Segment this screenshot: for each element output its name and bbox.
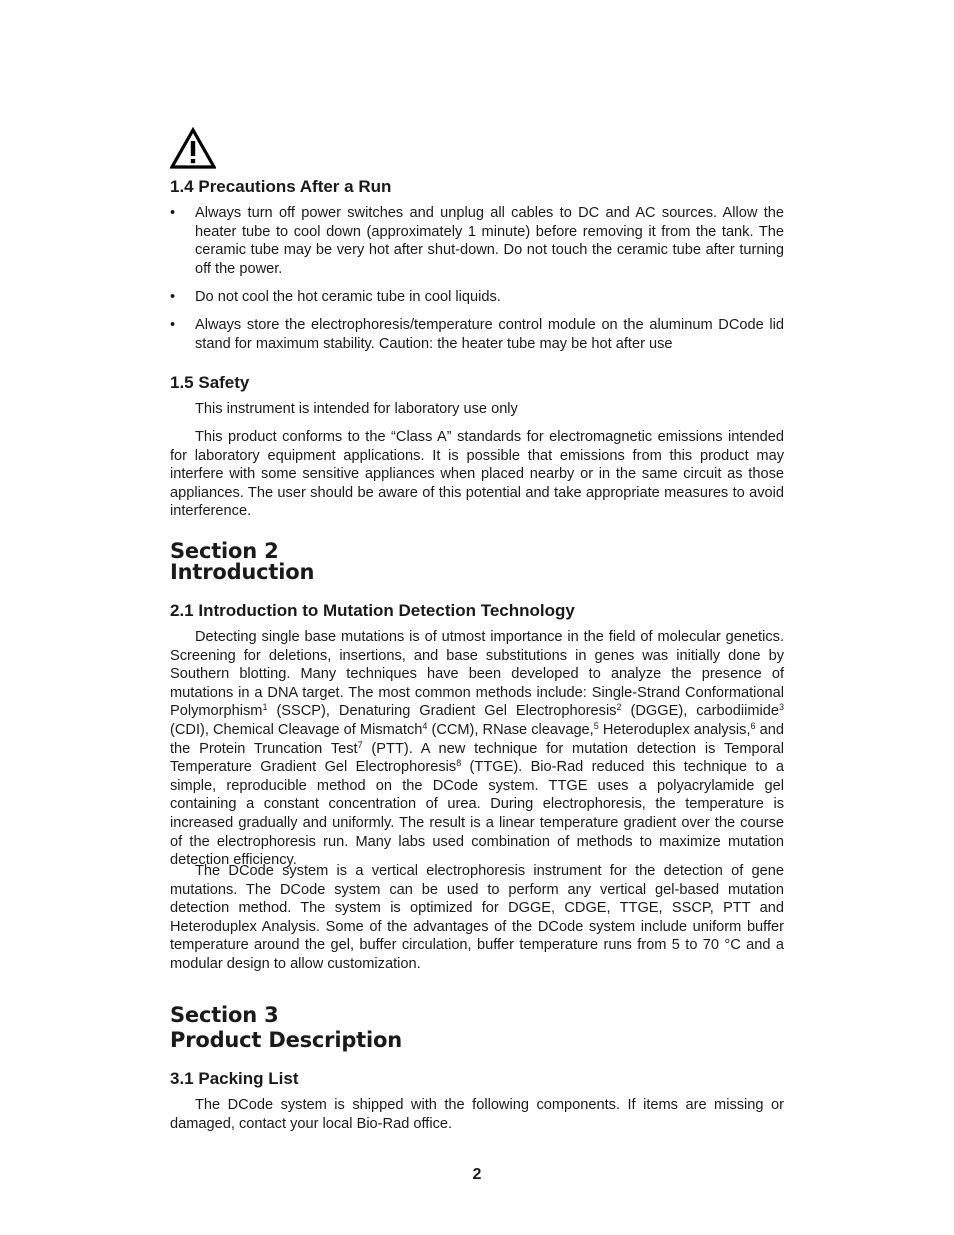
footnote-ref: 7	[357, 739, 363, 750]
section-2-label: Section 2	[170, 539, 279, 563]
heading-precautions: 1.4 Precautions After a Run	[170, 177, 392, 196]
page-number: 2	[472, 1166, 482, 1183]
bullet-marker: •	[170, 205, 176, 221]
bullet-item	[170, 204, 784, 278]
packing-paragraph: The DCode system is shipped with the following components. If items are missing or damaged, contact your local Bio-Rad office.	[170, 1097, 784, 1132]
footnote-ref: 3	[778, 702, 784, 713]
footnote-ref: 2	[616, 702, 622, 713]
safety-line: This instrument is intended for laboratory use only	[195, 401, 518, 417]
footnote-ref: 6	[750, 720, 756, 731]
footnote-ref: 5	[593, 720, 599, 731]
bullet-text: Do not cool the hot ceramic tube in cool liquids.	[195, 289, 501, 305]
bullet-text: Always turn off power switches and unplug all cables to DC and AC sources. Allow the heater tube to cool down (approximately 1 minute) before removing it from the tank. The ceramic tube may be very hot after shut-down. Do not touch the ceramic tube after turning off the power.	[195, 205, 784, 277]
heading-mutation-detection: 2.1 Introduction to Mutation Detection Technology	[170, 601, 575, 620]
bullet-item	[170, 288, 784, 307]
bullet-marker: •	[170, 289, 176, 305]
warning-triangle-icon	[170, 127, 216, 169]
footnote-ref: 8	[456, 758, 462, 769]
section-3-label: Section 3	[170, 1003, 279, 1027]
section-3-title: Product Description	[170, 1028, 402, 1052]
heading-packing-list: 3.1 Packing List	[170, 1069, 299, 1088]
footnote-ref: 4	[422, 720, 428, 731]
bullet-text: Always store the electrophoresis/temperature control module on the aluminum DCode lid stand for maximum stability. Caution: the heater tube may be hot after use	[195, 317, 784, 352]
footnote-ref: 1	[262, 702, 268, 713]
section-2-title: Introduction	[170, 560, 315, 584]
intro-paragraph-2: The DCode system is a vertical electrophoresis instrument for the detection of gene mutations. The DCode system can be used to perform any vertical gel-based mutation detection method. The system is optimized for DGGE, CDGE, TTGE, SSCP, PTT and Heteroduplex Analysis. Some of the advantages of the DCode system include uniform buffer temperature around the gel, buffer circulation, buffer temperature runs from 5 to 70 °C and a modular design to allow customization.	[170, 863, 784, 972]
bullet-item	[170, 316, 784, 353]
safety-paragraph: This product conforms to the “Class A” standards for electromagnetic emissions intended for laboratory equipment applications. It is possible that emissions from this product may interfere with some sensitive appliances when placed nearby or in the same circuit as those appliances. The user should be aware of this potential and take appropriate measures to avoid interference.	[170, 429, 784, 520]
intro-paragraph-1: Detecting single base mutations is of utmost importance in the field of molecular genetics. Screening for deletions, insertions, and base substitutions in genes was initially done by Southern blotting. Many techniques have been developed to analyze the presence of mutations in a DNA target. The most common methods include: Single-Strand Conformational Polymorphism$^1$ (SSCP), Denaturing Gradient Gel Electrophoresis$^2$ (DGGE), carbodiimide$^3$ (CDI), Chemical Cleavage of Mismatch$^4$ (CCM), RNase cleavage,$^5$ Heteroduplex analysis,$^6$ and the Protein Truncation Test$^7$ (PTT). A new technique for mutation detection is Temporal Temperature Gradient Gel Electrophoresis$^8$ (TTGE). Bio-Rad reduced this technique to a simple, reproducible method on the DCode system. TTGE uses a polyacrylamide gel containing a constant concentration of urea. During electrophoresis, the temperature is increased gradually and uniformly. The result is a linear temperature gradient over the course of the electrophoresis run. Many labs used combination of methods to maximize mutation detection efficiency.	[170, 629, 784, 869]
bullet-marker: •	[170, 317, 176, 333]
heading-safety: 1.5 Safety	[170, 373, 250, 392]
